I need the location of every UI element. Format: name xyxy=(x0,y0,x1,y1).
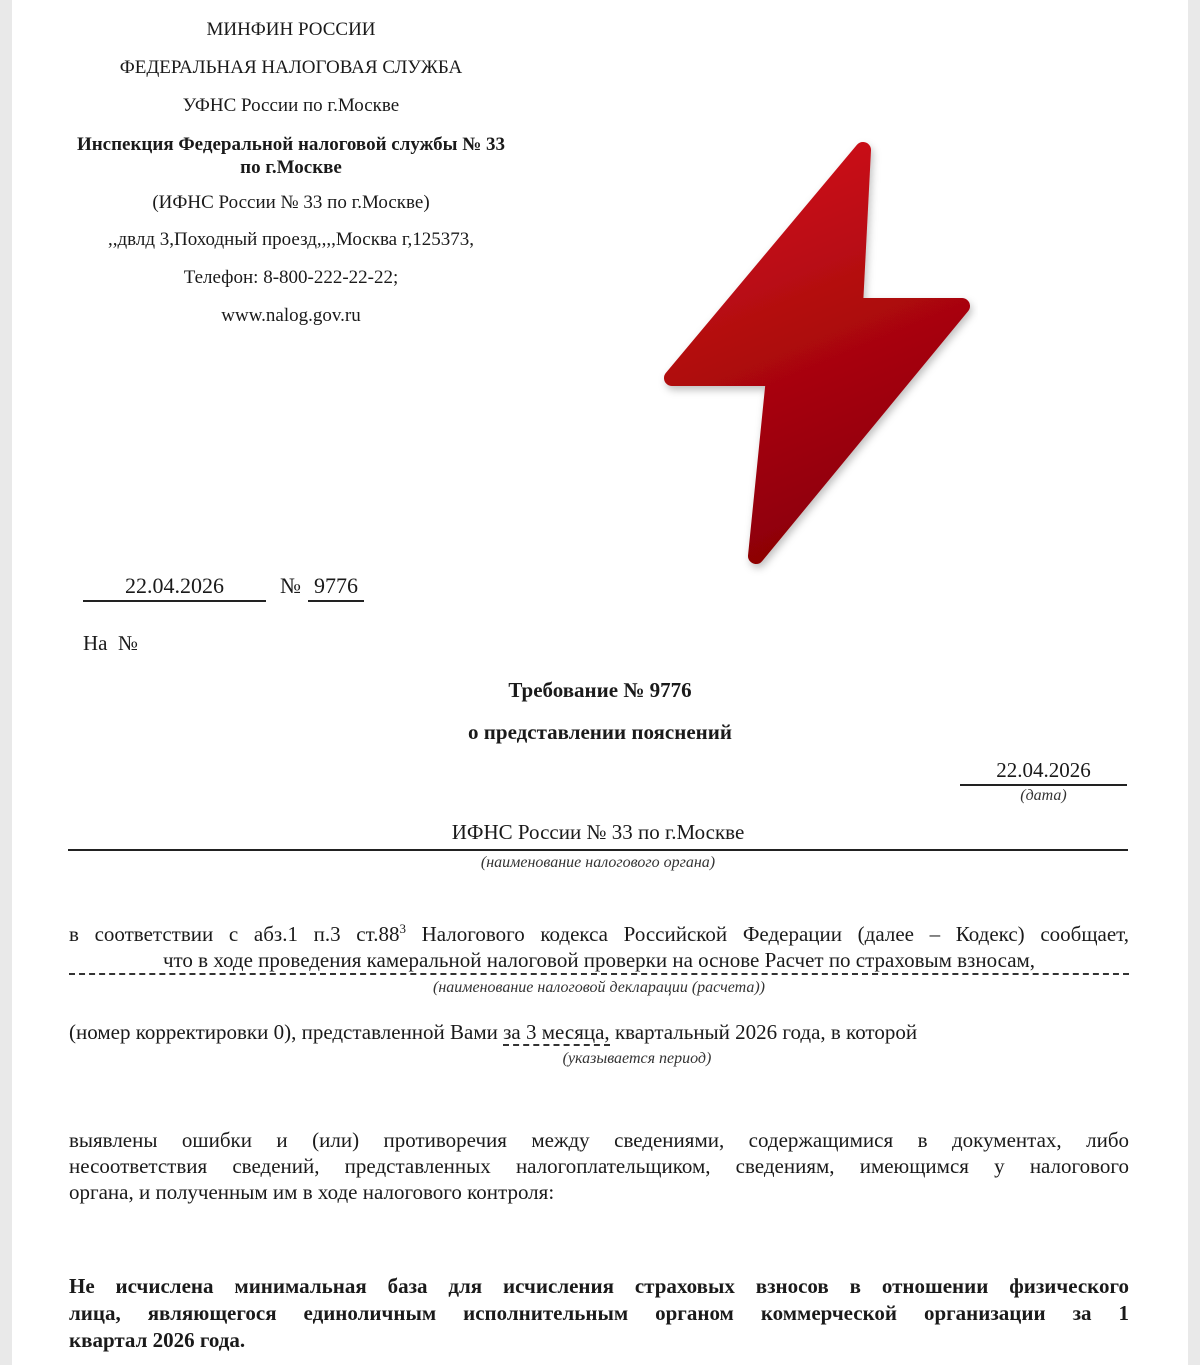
period-caption: (указывается период) xyxy=(562,1050,712,1067)
header-department: УФНС России по г.Москве xyxy=(182,95,400,116)
registration-date: 22.04.2026 xyxy=(83,572,266,602)
finding-line3: квартал 2026 года. xyxy=(69,1328,246,1352)
document-page xyxy=(12,0,1188,1365)
document-title: Требование № 9776 xyxy=(508,678,692,702)
header-inspection-line2: по г.Москве xyxy=(240,157,342,178)
paragraph-legal-basis xyxy=(69,921,1129,947)
header-website: www.nalog.gov.ru xyxy=(221,305,361,326)
registration-number: 9776 xyxy=(308,572,364,602)
correction-prefix: (номер корректировки 0), представленной Вами xyxy=(69,1020,504,1044)
header-ministry: МИНФИН РОССИИ xyxy=(206,19,376,40)
finding-line2: лица, являющегося единоличным исполнительным органом коммерческой организации за 1 xyxy=(69,1301,1129,1325)
paragraph-findings-line3: органа, и полученным им в ходе налогового контроля: xyxy=(69,1180,555,1204)
header-service: ФЕДЕРАЛЬНАЯ НАЛОГОВАЯ СЛУЖБА xyxy=(119,57,463,78)
registration-number-sign: № xyxy=(280,573,301,598)
reply-to-label: На № xyxy=(83,631,139,655)
article-superscript: 3 xyxy=(399,921,406,936)
reporting-period: за 3 месяца, xyxy=(503,1020,610,1044)
finding-line1: Не исчислена минимальная база для исчисления страховых взносов в отношении физического xyxy=(69,1274,1129,1298)
paragraph-correction xyxy=(69,1019,1129,1045)
document-date-caption: (дата) xyxy=(1020,787,1067,804)
header-phone: Телефон: 8-800-222-22-22; xyxy=(183,267,399,288)
header-inspection-line1: Инспекция Федеральной налоговой службы № 33 xyxy=(76,134,506,155)
authority-name: ИФНС России № 33 по г.Москве xyxy=(68,816,1128,851)
document-date: 22.04.2026 xyxy=(960,756,1127,786)
paragraph-legal-basis-part2: Налогового кодекса Российской Федерации (далее – Кодекс) сообщает, xyxy=(405,922,1130,946)
correction-suffix: квартальный 2026 года, в которой xyxy=(609,1020,918,1044)
header-short-name: (ИФНС России № 33 по г.Москве) xyxy=(152,192,430,213)
lightning-bolt-icon xyxy=(648,128,978,578)
authority-caption: (наименование налогового органа) xyxy=(480,854,716,871)
paragraph-legal-basis-part1: в соответствии с абз.1 п.3 ст.88 xyxy=(69,922,400,946)
document-subtitle: о представлении пояснений xyxy=(468,720,732,744)
declaration-caption: (наименование налоговой декларации (расчета)) xyxy=(433,979,765,996)
declaration-name-line: что в ходе проведения камеральной налоговой проверки на основе Расчет по страховым взносам, xyxy=(69,947,1129,975)
header-inspection xyxy=(68,133,514,179)
paragraph-findings-line1: выявлены ошибки и (или) противоречия между сведениями, содержащимися в документах, либо xyxy=(69,1128,1129,1152)
header-address: ,,двлд 3,Походный проезд,,,,Москва г,125373, xyxy=(107,229,475,250)
paragraph-findings-line2: несоответствия сведений, представленных налогоплательщиком, сведениям, имеющимся у налогового xyxy=(69,1154,1129,1178)
